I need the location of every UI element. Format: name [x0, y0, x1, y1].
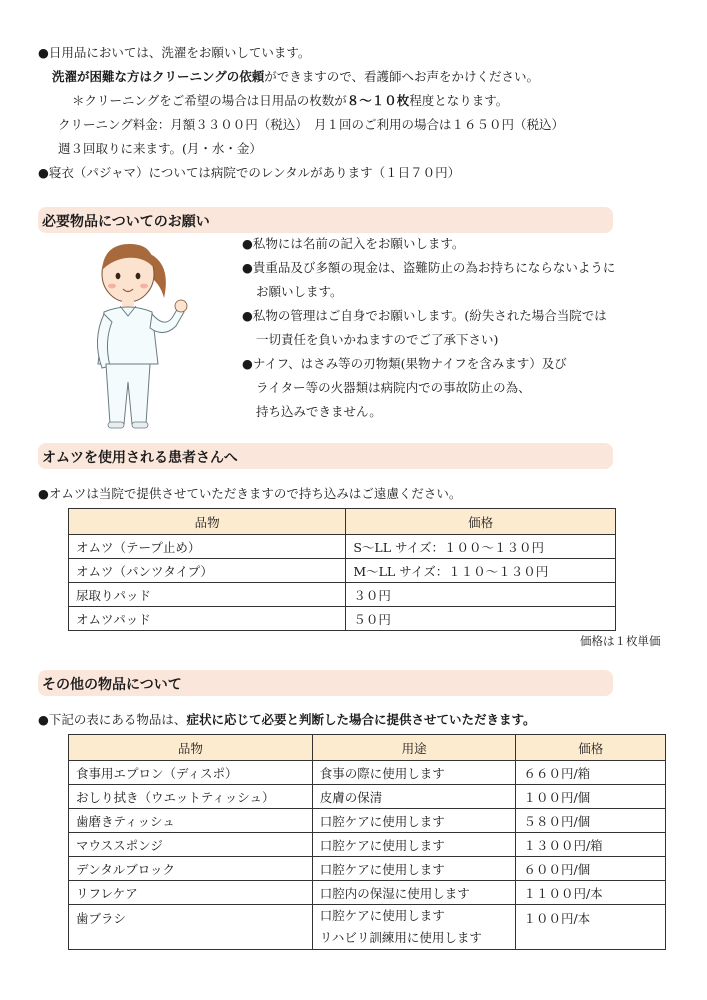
item-cell: デンタルブロック — [69, 857, 313, 881]
item-cell: 尿取りパッド — [69, 583, 346, 607]
item-cell: 歯ブラシ — [69, 905, 313, 950]
use-cell — [312, 905, 516, 950]
use-cell: 皮膚の保清 — [312, 785, 516, 809]
table-row — [69, 583, 616, 607]
price-cell: ３０円 — [346, 583, 616, 607]
section-heading-belongings: 必要物品についてのお願い — [38, 207, 613, 233]
other-items-table — [68, 734, 666, 950]
table-row — [69, 833, 666, 857]
column-header-price: 価格 — [516, 735, 666, 761]
belongings-line-3: お願いします。 — [256, 284, 343, 299]
nurse-illustration — [80, 232, 190, 430]
table-row — [69, 761, 666, 785]
section-heading-diapers: オムツを使用される患者さんへ — [38, 443, 613, 469]
belongings-line-8: 持ち込みできません。 — [256, 404, 382, 419]
item-cell: 食事用エプロン（ディスポ） — [69, 761, 313, 785]
use-cell: 口腔ケアに使用します — [312, 809, 516, 833]
price-note: 価格は１枚単価 — [580, 634, 661, 648]
item-cell: おしり拭き（ウエットティッシュ） — [69, 785, 313, 809]
table-header-row — [69, 509, 616, 535]
price-cell: S〜LL サイズ：１００〜１３０円 — [346, 535, 616, 559]
diaper-price-table — [68, 508, 616, 631]
price-cell: １００円/個 — [516, 785, 666, 809]
item-cell: オムツパッド — [69, 607, 346, 631]
section-heading-other: その他の物品について — [38, 670, 613, 696]
belongings-line-1: ● 私物には名前の記入をお願いします。 — [242, 235, 464, 253]
laundry-line-2: 洗濯が困難な方はクリーニングの依頼ができますので、看護師へお声をかけください。 — [52, 69, 540, 84]
price-cell: １１００円/本 — [516, 881, 666, 905]
item-cell: マウススポンジ — [69, 833, 313, 857]
table-row — [69, 809, 666, 833]
table-row — [69, 607, 616, 631]
column-header-item: 品物 — [69, 509, 346, 535]
price-cell: ５０円 — [346, 607, 616, 631]
other-intro: ● 下記の表にある物品は、症状に応じて必要と判断した場合に提供させていただきます。 — [38, 711, 535, 729]
table-row — [69, 905, 666, 950]
use-cell: 口腔ケアに使用します — [312, 833, 516, 857]
price-cell: ５８０円/個 — [516, 809, 666, 833]
column-header-use: 用途 — [312, 735, 516, 761]
belongings-line-2: ● 貴重品及び多額の現金は、盗難防止の為お持ちにならないように — [242, 259, 615, 277]
pajama-rental: ● 寝衣（パジャマ）については病院でのレンタルがあります（１日７０円） — [38, 164, 460, 182]
price-cell: １３００円/箱 — [516, 833, 666, 857]
item-cell: オムツ（パンツタイプ） — [69, 559, 346, 583]
item-cell: リフレケア — [69, 881, 313, 905]
belongings-line-7: ライター等の火器類は病院内での事故防止の為、 — [256, 380, 531, 395]
table-row — [69, 535, 616, 559]
use-line-2: リハビリ訓練用に使用します — [319, 930, 482, 945]
use-cell: 口腔ケアに使用します — [312, 857, 516, 881]
laundry-line-3: ＊クリーニングをご希望の場合は日用品の枚数が８〜１０枚程度となります。 — [72, 93, 509, 108]
table-row — [69, 857, 666, 881]
table-header-row — [69, 735, 666, 761]
price-cell: １００円/本 — [516, 905, 666, 950]
price-cell: ６００円/個 — [516, 857, 666, 881]
belongings-line-4: ● 私物の管理はご自身でお願いします。(紛失された場合当院では — [242, 307, 607, 325]
price-cell: M〜LL サイズ：１１０〜１３０円 — [346, 559, 616, 583]
column-header-price: 価格 — [346, 509, 616, 535]
column-header-item: 品物 — [69, 735, 313, 761]
item-cell: オムツ（テープ止め） — [69, 535, 346, 559]
cleaning-fee: クリーニング料金：月額３３００円（税込） 月１回のご利用の場合は１６５０円（税込） — [58, 117, 565, 132]
item-cell: 歯磨きティッシュ — [69, 809, 313, 833]
belongings-line-5: 一切責任を負いかねますのでご了承下さい) — [256, 332, 499, 347]
table-row — [69, 559, 616, 583]
table-row — [69, 785, 666, 809]
use-cell: 食事の際に使用します — [312, 761, 516, 785]
diapers-intro: ● オムツは当院で提供させていただきますので持ち込みはご遠慮ください。 — [38, 485, 461, 503]
price-cell: ６６０円/箱 — [516, 761, 666, 785]
use-line-1: 口腔ケアに使用します — [319, 908, 445, 923]
belongings-line-6: ● ナイフ、はさみ等の刃物類(果物ナイフを含みます）及び — [242, 355, 567, 373]
use-cell: 口腔内の保湿に使用します — [312, 881, 516, 905]
laundry-line-1: ● 日用品においては、洗濯をお願いしています。 — [38, 44, 310, 62]
pickup-schedule: 週３回取りに来ます。(月・水・金） — [58, 141, 262, 156]
table-row — [69, 881, 666, 905]
